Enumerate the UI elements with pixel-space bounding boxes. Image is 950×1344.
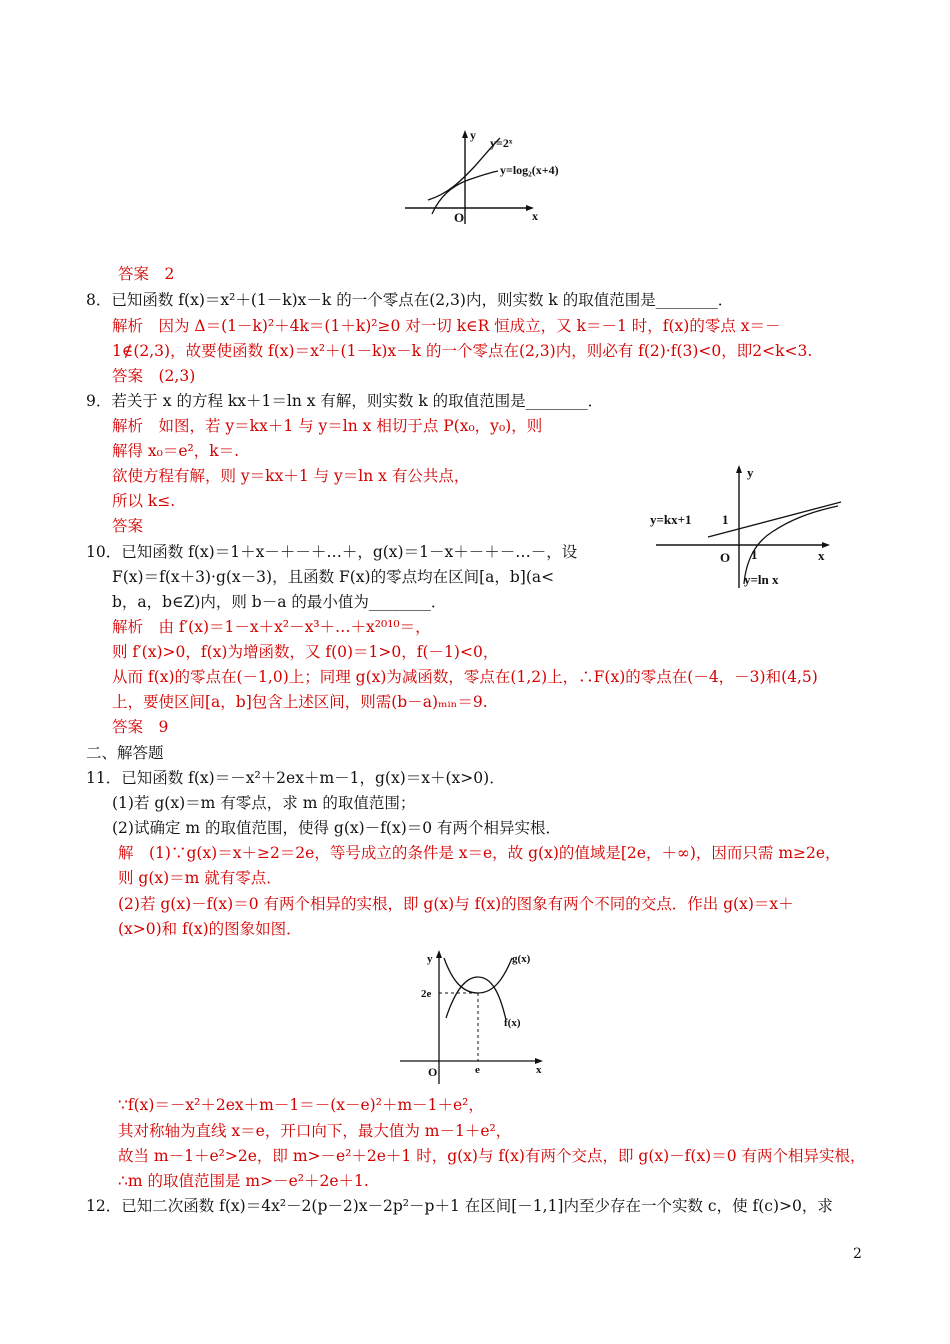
y-axis-label: y: [747, 465, 754, 480]
g-curve: [444, 958, 512, 993]
x-axis-label: x: [532, 209, 538, 223]
analysis-10-line2: 则 f′(x)>0，f(x)为增函数，又 f(0)＝1>0，f(－1)<0，: [112, 643, 499, 661]
log-curve-label: y=log₂(x+4): [500, 163, 559, 177]
answer-7: 答案 2: [118, 265, 175, 283]
question-11-part2: (2)试确定 m 的取值范围，使得 g(x)－f(x)＝0 有两个相异实根．: [112, 819, 562, 837]
two-e-label: 2e: [421, 988, 432, 1000]
origin-label: O: [720, 550, 731, 565]
x-axis-label: x: [818, 548, 825, 563]
origin-label: O: [454, 210, 465, 225]
question-10-line1: 10．已知函数 f(x)＝1＋x－＋－＋…＋，g(x)＝1－x＋－＋－…－，设: [86, 543, 578, 561]
solution-11-line1: 解 (1)∵g(x)＝x＋≥2＝2e，等号成立的条件是 x＝e，故 g(x)的值域是[2e，＋∞)，因而只需 m≥2e，: [118, 844, 841, 862]
g-label: g(x): [512, 953, 531, 965]
solution-11-line8: ∴m 的取值范围是 m>－e²＋2e＋1.: [118, 1172, 369, 1190]
solution-11-line2: 则 g(x)＝m 就有零点．: [118, 869, 282, 887]
analysis-9-line2: 解得 x₀＝e²，k＝.: [112, 442, 240, 460]
analysis-9-line1: 解析 如图，若 y＝kx＋1 与 y＝ln x 相切于点 P(x₀，y₀)，则: [112, 417, 543, 435]
question-12: 12．已知二次函数 f(x)＝4x²－2(p－2)x－2p²－p＋1 在区间[－1,1]内至少存在一个实数 c，使 f(c)>0，求: [86, 1197, 833, 1215]
solution-11-line3: (2)若 g(x)－f(x)＝0 有两个相异的实根，即 g(x)与 f(x)的图象有两个不同的交点．作出 g(x)＝x＋: [118, 895, 794, 913]
y-axis-label: y: [427, 953, 433, 965]
analysis-10-line3: 从而 f(x)的零点在(－1,0)上；同理 g(x)为减函数，零点在(1,2)上，∴F(x)的零点在(－4，－3)和(4,5): [112, 668, 818, 686]
y-axis-label: y: [470, 128, 476, 142]
answer-8: 答案 (2,3): [112, 367, 196, 385]
ln-curve-label: y=ln x: [744, 572, 779, 587]
question-10-line2: F(x)＝f(x＋3)·g(x－3)，且函数 F(x)的零点均在区间[a，b](a<: [112, 568, 555, 586]
question-11: 11．已知函数 f(x)＝－x²＋2ex＋m－1，g(x)＝x＋(x>0)．: [86, 769, 505, 787]
x-one-label: 1: [751, 547, 758, 562]
question-11-part1: (1)若 g(x)＝m 有零点，求 m 的取值范围；: [112, 794, 416, 812]
y-axis-arrow: [462, 130, 468, 138]
solution-11-line6: 其对称轴为直线 x＝e，开口向下，最大值为 m－1＋e²，: [118, 1122, 512, 1140]
f-label: f(x): [504, 1017, 521, 1029]
exp-curve-label: y=2ˣ: [490, 136, 513, 150]
answer-10: 答案 9: [112, 718, 169, 736]
analysis-10-line1: 解析 由 f′(x)＝1－x＋x²－x³＋…＋x²⁰¹⁰＝，: [112, 618, 431, 636]
question-8: 8．已知函数 f(x)＝x²＋(1－k)x－k 的一个零点在(2,3)内，则实数 k 的取值范围是________．: [86, 291, 734, 309]
y-intercept-label: 1: [722, 512, 729, 527]
y-axis-arrow: [736, 465, 742, 473]
figure-line-ln-graph: [648, 460, 848, 590]
figure-exp-log-graph: [400, 124, 590, 228]
figure-g-f-graph: [394, 944, 554, 1089]
solution-11-line7: 故当 m－1＋e²>2e，即 m>－e²＋2e＋1 时，g(x)与 f(x)有两个交点，即 g(x)－f(x)＝0 有两个相异实根，: [118, 1147, 866, 1165]
y-axis-arrow: [436, 950, 442, 958]
analysis-9-line3: 欲使方程有解，则 y＝kx＋1 与 y＝ln x 有公共点，: [112, 467, 470, 485]
line-label: y=kx+1: [650, 512, 692, 527]
analysis-8-line1: 解析 因为 Δ＝(1－k)²＋4k＝(1＋k)²≥0 对一切 k∈R 恒成立，又 k＝－1 时，f(x)的零点 x＝－: [112, 317, 781, 335]
analysis-9-line4: 所以 k≤.: [112, 492, 176, 510]
origin-label: O: [428, 1065, 438, 1079]
question-10-line3: b，a，b∈Z)内，则 b－a 的最小值为________．: [112, 593, 447, 611]
analysis-8-line2: 1∉(2,3)，故要使函数 f(x)＝x²＋(1－k)x－k 的一个零点在(2,3)内，则必有 f(2)·f(3)<0，即2<k<3.: [112, 342, 813, 360]
solution-11-line4: (x>0)和 f(x)的图象如图．: [118, 920, 302, 938]
question-9: 9．若关于 x 的方程 kx＋1＝ln x 有解，则实数 k 的取值范围是________．: [86, 392, 604, 410]
page-number: 2: [853, 1246, 862, 1262]
analysis-10-line4: 上，要使区间[a，b]包含上述区间，则需(b－a)ₘᵢₙ＝9.: [112, 693, 488, 711]
section-heading: 二、解答题: [86, 744, 164, 762]
answer-9: 答案: [112, 517, 144, 535]
e-label: e: [475, 1064, 480, 1076]
solution-11-line5: ∵f(x)＝－x²＋2ex＋m－1＝－(x－e)²＋m－1＋e²，: [118, 1096, 484, 1114]
x-axis-label: x: [536, 1064, 542, 1076]
